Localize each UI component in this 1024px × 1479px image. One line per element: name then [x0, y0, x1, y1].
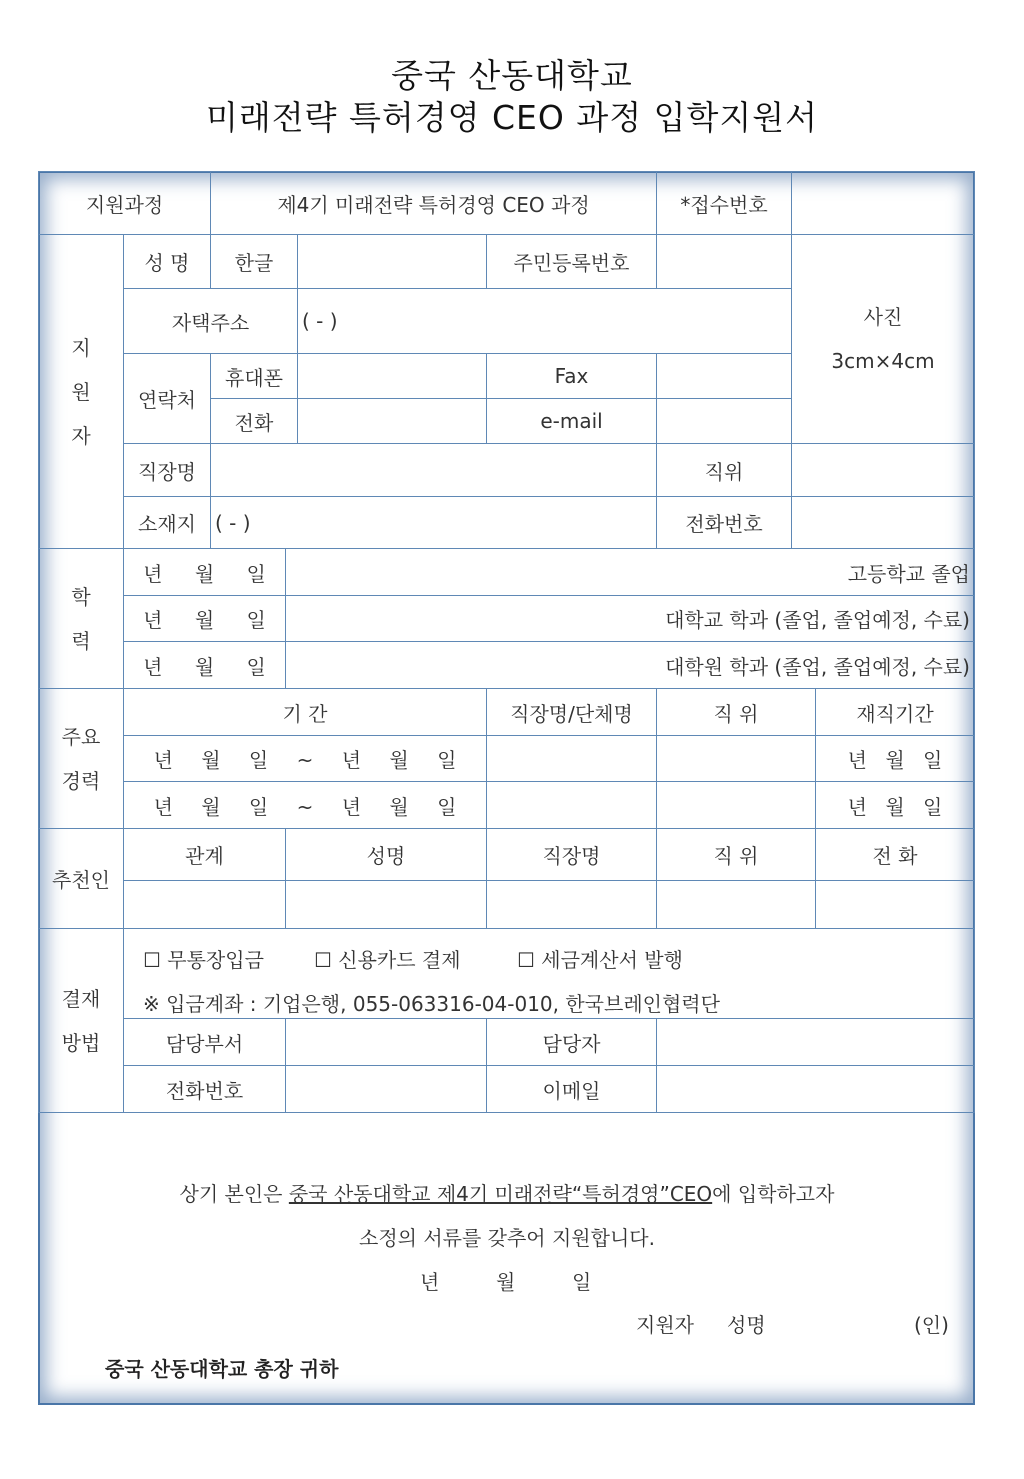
workplace-field[interactable] [210, 443, 657, 497]
payment-dept-label: 담당부서 [123, 1018, 286, 1066]
payment-manager-label: 담당자 [486, 1018, 657, 1066]
career-header-tenure: 재직기간 [815, 688, 975, 736]
applicant-label-char: 원 [71, 379, 91, 404]
location-field[interactable]: ( - ) [210, 496, 657, 549]
education-section-label [38, 548, 124, 689]
workplace-label: 직장명 [123, 443, 211, 497]
recommender-position-field[interactable] [656, 880, 816, 929]
education-entry[interactable]: 대학교 학과 (졸업, 졸업예정, 수료) [285, 595, 975, 642]
email-field[interactable] [656, 398, 792, 444]
career-tenure-field[interactable]: 년 월 일 [815, 735, 975, 782]
name-label: 성 명 [123, 234, 211, 289]
payment-phone-label: 전화번호 [123, 1065, 286, 1113]
career-header-period: 기 간 [123, 688, 487, 736]
payment-dept-field[interactable] [285, 1018, 487, 1066]
form-title-line2: 미래전략 특허경영 CEO 과정 입학지원서 [206, 98, 818, 137]
work-phone-label: 전화번호 [656, 496, 792, 549]
career-organization-field[interactable] [486, 735, 657, 782]
education-entry[interactable]: 대학원 학과 (졸업, 졸업예정, 수료) [285, 641, 975, 689]
contact-label: 연락처 [123, 353, 211, 444]
email-label: e-mail [486, 398, 657, 444]
career-header-organization: 직장명/단체명 [486, 688, 657, 736]
payment-email-field[interactable] [656, 1065, 975, 1113]
hangul-label: 한글 [210, 234, 298, 289]
recommender-header-position: 직 위 [656, 828, 816, 881]
career-period-field[interactable]: 년 월 일 ~ 년 월 일 [123, 735, 487, 782]
applicant-label-char: 지 [71, 335, 91, 360]
fax-field[interactable] [656, 353, 792, 399]
position-label: 직위 [656, 443, 792, 497]
applicant-label-char: 자 [71, 423, 91, 448]
home-address-field[interactable]: ( - ) [297, 288, 792, 354]
recommender-header-name: 성명 [285, 828, 487, 881]
payment-manager-field[interactable] [656, 1018, 975, 1066]
payment-label-line: 결재 [61, 986, 101, 1011]
career-tenure-field[interactable]: 년 월 일 [815, 781, 975, 829]
recommender-header-workplace: 직장명 [486, 828, 657, 881]
signer-name-label: 성명 [727, 1313, 766, 1337]
declaration-program-name: 중국 산동대학교 제4기 미래전략“특허경영”CEO [288, 1182, 713, 1206]
declaration-date-day[interactable]: 일 [572, 1270, 592, 1294]
addressee: 중국 산동대학교 총장 귀하 [105, 1357, 339, 1381]
education-label-char: 학 [71, 584, 91, 609]
photo-label: 사진 [863, 305, 903, 329]
rrn-label: 주민등록번호 [486, 234, 657, 289]
recommender-header-relation: 관계 [123, 828, 286, 881]
declaration-suffix: 에 입학하고자 [712, 1182, 835, 1206]
payment-label-line: 방법 [61, 1030, 101, 1055]
mobile-field[interactable] [297, 353, 487, 399]
payment-option-bank-transfer[interactable]: ☐ 무통장입금 [143, 948, 264, 972]
seal-mark[interactable]: (인) [914, 1313, 949, 1337]
education-date[interactable]: 년 월 일 [123, 595, 286, 642]
recommender-phone-field[interactable] [815, 880, 975, 929]
phone-label: 전화 [210, 398, 298, 444]
recommender-name-field[interactable] [285, 880, 487, 929]
recommender-header-phone: 전 화 [815, 828, 975, 881]
payment-option-credit-card[interactable]: ☐ 신용카드 결제 [314, 948, 461, 972]
declaration-date-month[interactable]: 월 [496, 1270, 516, 1294]
location-label: 소재지 [123, 496, 211, 549]
education-date[interactable]: 년 월 일 [123, 641, 286, 689]
payment-account-note: ※ 입금계좌 : 기업은행, 055-063316-04-010, 한국브레인협력단 [143, 992, 720, 1016]
photo-box[interactable] [791, 234, 975, 444]
career-period-field[interactable]: 년 월 일 ~ 년 월 일 [123, 781, 487, 829]
form-title-line1: 중국 산동대학교 [391, 56, 633, 95]
career-position-field[interactable] [656, 781, 816, 829]
career-label-line: 주요 [61, 724, 101, 749]
photo-size: 3cm×4cm [831, 349, 935, 373]
career-header-position: 직 위 [656, 688, 816, 736]
course-label: 지원과정 [38, 171, 211, 235]
declaration-line2: 소정의 서류를 갖추어 지원합니다. [359, 1226, 655, 1250]
home-address-label: 자택주소 [123, 288, 298, 354]
applicant-section-label [38, 234, 124, 549]
course-value: 제4기 미래전략 특허경영 CEO 과정 [210, 171, 657, 235]
receipt-number-label: *접수번호 [656, 171, 792, 235]
payment-section-label [38, 928, 124, 1113]
rrn-field[interactable] [656, 234, 792, 289]
payment-email-label: 이메일 [486, 1065, 657, 1113]
mobile-label: 휴대폰 [210, 353, 298, 399]
education-date[interactable]: 년 월 일 [123, 548, 286, 596]
career-label-line: 경력 [61, 768, 101, 793]
declaration-line1 [0, 1178, 1014, 1207]
receipt-number-field[interactable] [791, 171, 975, 235]
fax-label: Fax [486, 353, 657, 399]
recommender-section-label: 추천인 [38, 828, 124, 929]
signer-label: 지원자 [636, 1313, 694, 1337]
work-phone-field[interactable] [791, 496, 975, 549]
education-entry[interactable]: 고등학교 졸업 [285, 548, 975, 596]
payment-phone-field[interactable] [285, 1065, 487, 1113]
name-hangul-field[interactable] [297, 234, 487, 289]
career-position-field[interactable] [656, 735, 816, 782]
career-organization-field[interactable] [486, 781, 657, 829]
recommender-relation-field[interactable] [123, 880, 286, 929]
position-field[interactable] [791, 443, 975, 497]
education-label-char: 력 [71, 628, 91, 653]
payment-option-tax-invoice[interactable]: ☐ 세금계산서 발행 [517, 948, 683, 972]
career-section-label [38, 688, 124, 829]
declaration-prefix: 상기 본인은 [179, 1182, 289, 1206]
declaration-date-year[interactable]: 년 [420, 1270, 440, 1294]
phone-field[interactable] [297, 398, 487, 444]
recommender-workplace-field[interactable] [486, 880, 657, 929]
